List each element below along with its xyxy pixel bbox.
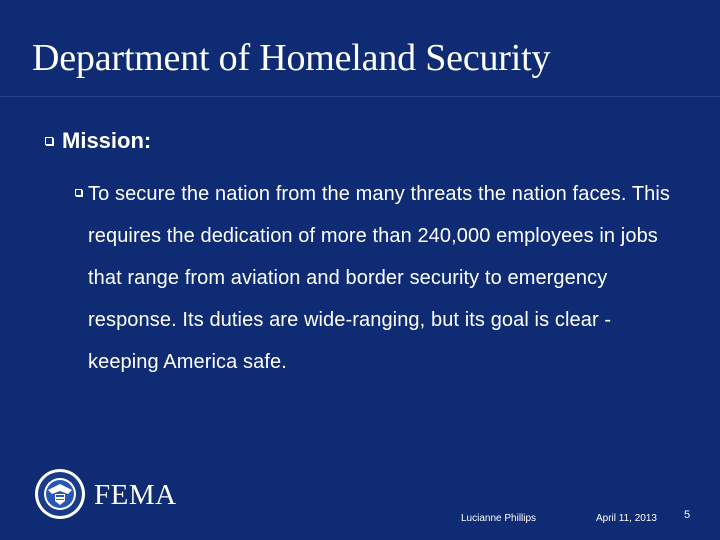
- square-bullet-icon: [44, 136, 54, 146]
- slide-title: Department of Homeland Security: [32, 37, 551, 79]
- bullet-level2-text: To secure the nation from the many threats the nation faces. This requires the dedication of more than 240,000 employees in jobs that range from aviation and border security to emergency response. Its duties are wide-ranging, but its goal is clear - keeping America safe.: [88, 183, 670, 373]
- fema-wordmark: FEMA: [94, 478, 177, 511]
- title-divider: [0, 96, 720, 97]
- footer-date: April 11, 2013: [596, 513, 657, 524]
- dhs-seal-icon: [34, 468, 86, 520]
- page-number: 5: [684, 509, 691, 521]
- square-bullet-icon: [74, 188, 84, 198]
- fema-logo: [34, 468, 177, 520]
- footer-author: Lucianne Phillips: [461, 513, 537, 524]
- bullet-level1-text: Mission:: [62, 128, 152, 153]
- bullet-level1: [44, 124, 151, 158]
